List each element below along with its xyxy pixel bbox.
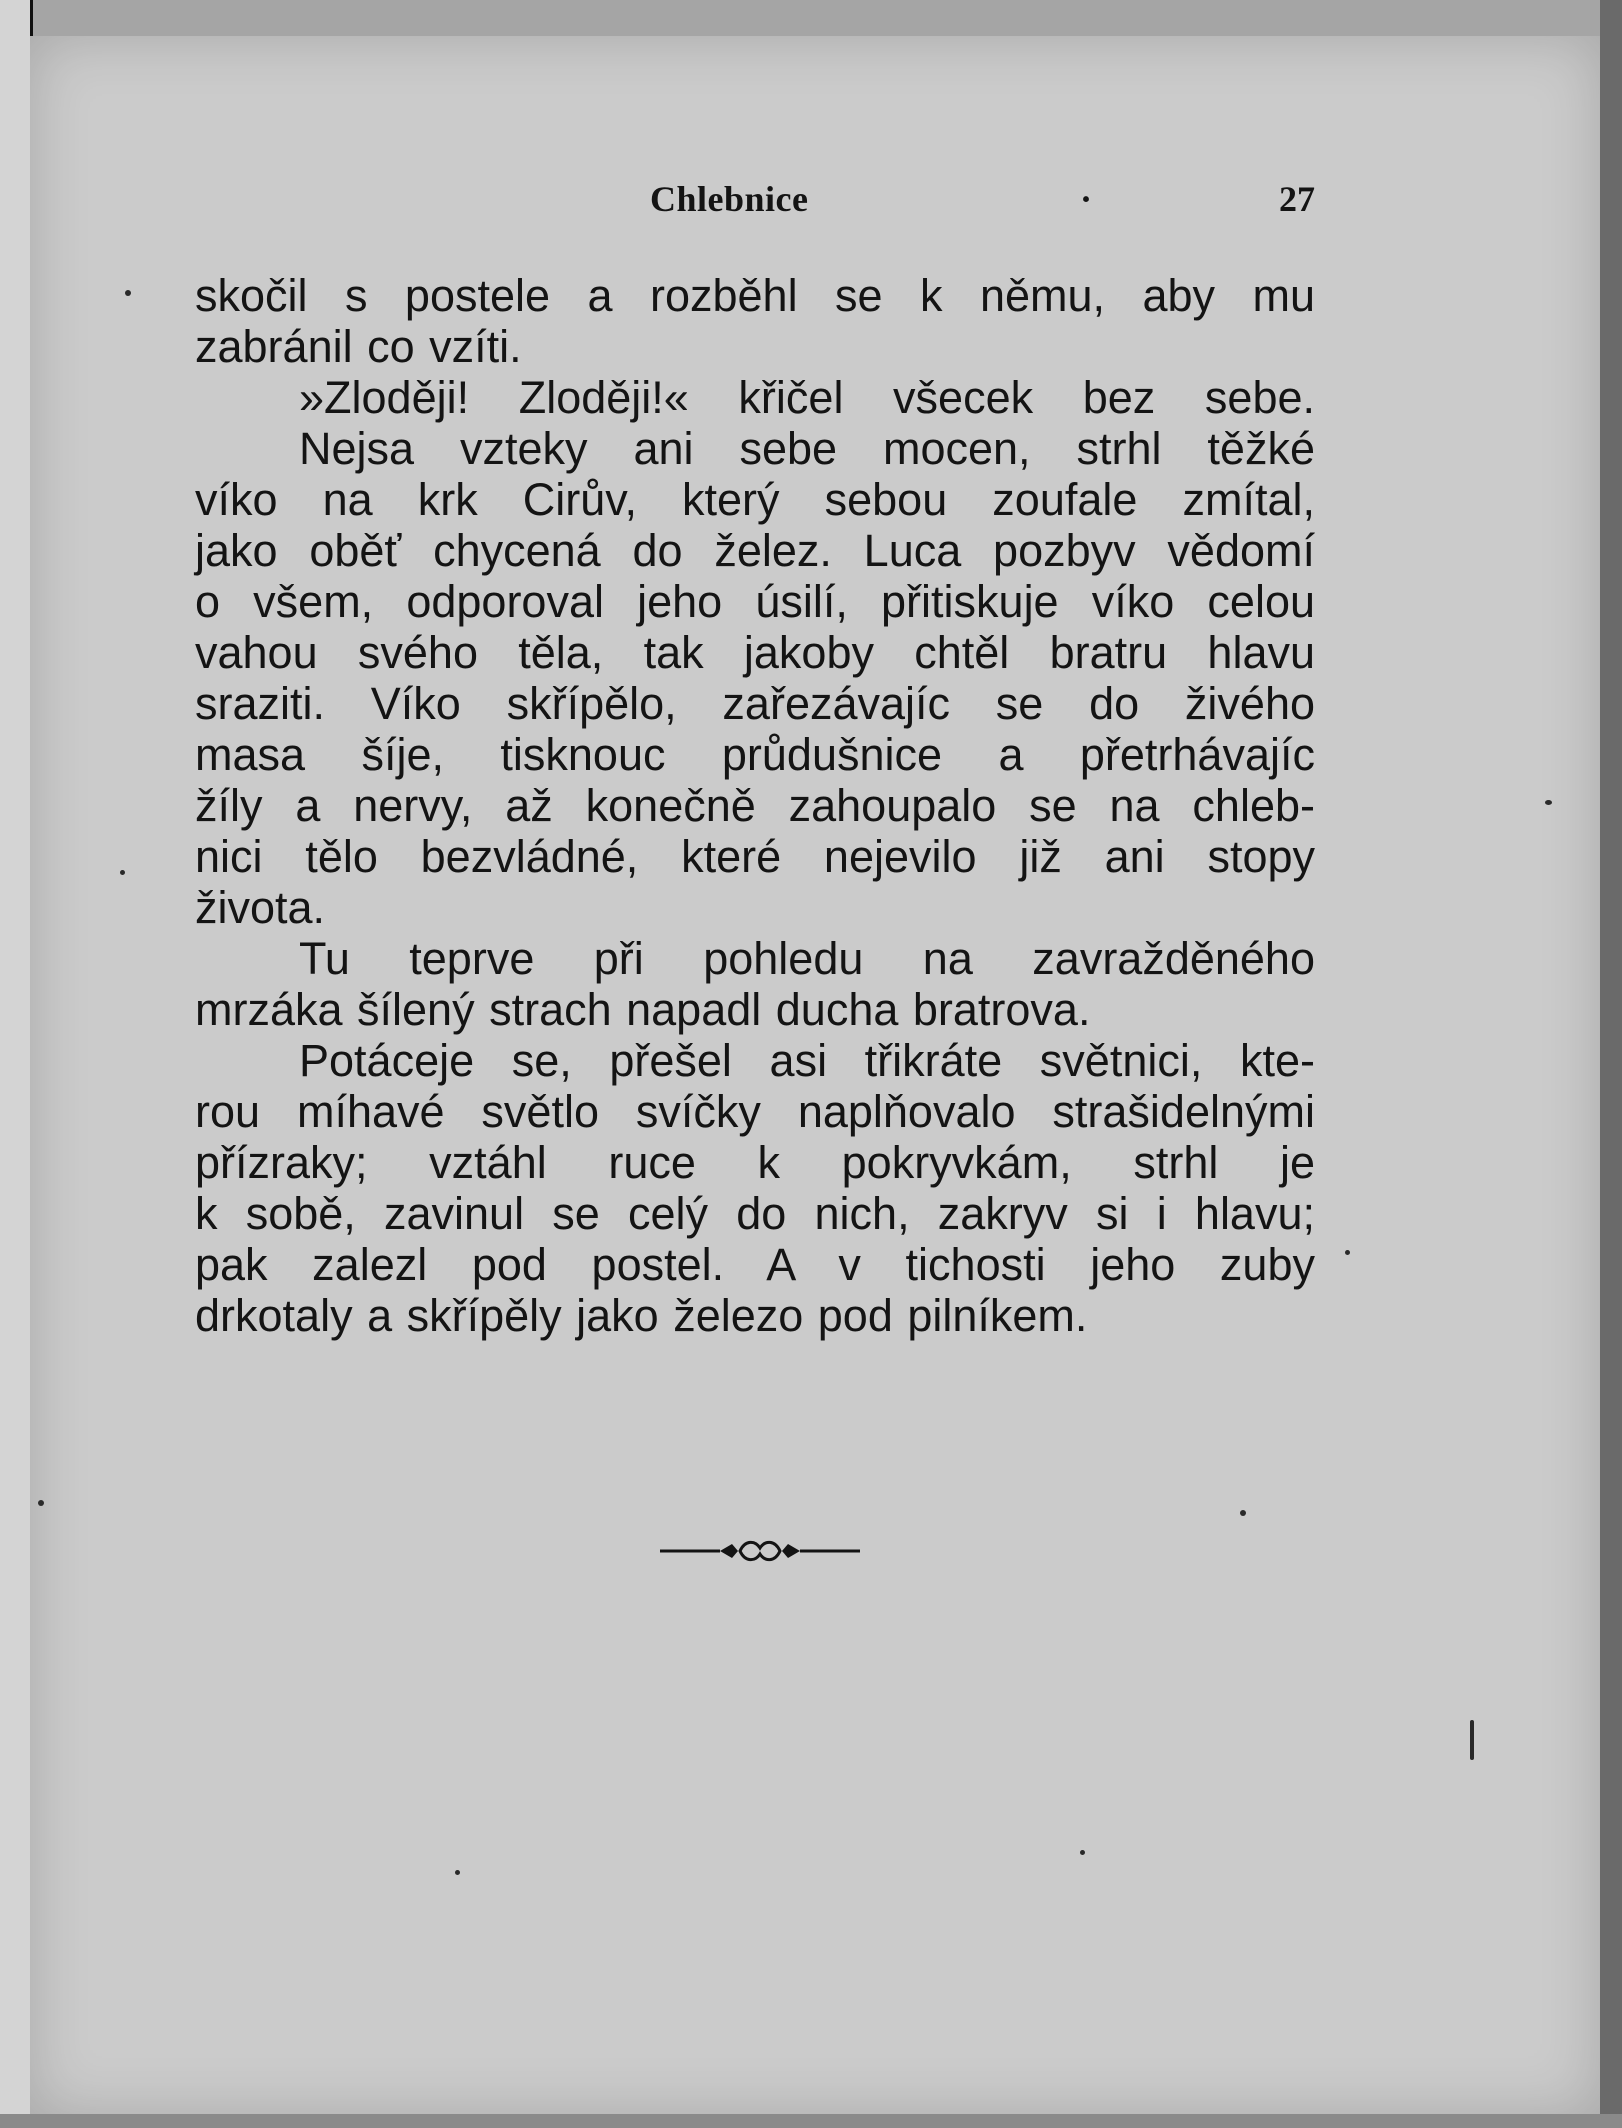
scan-speck bbox=[1240, 1510, 1246, 1516]
scan-speck bbox=[120, 870, 125, 875]
text-line: přízraky; vztáhl ruce k pokryvkám, strhl je bbox=[195, 1137, 1315, 1188]
text-line: skočil s postele a rozběhl se k němu, aby mu bbox=[195, 270, 1315, 321]
body-text bbox=[195, 270, 1315, 1341]
ornamental-divider-icon bbox=[660, 1536, 860, 1566]
text-line: rou míhavé světlo svíčky naplňovalo strašidelnými bbox=[195, 1086, 1315, 1137]
scan-speck bbox=[1545, 800, 1552, 805]
scan-top-edge bbox=[0, 0, 1622, 36]
text-line: Potáceje se, přešel asi třikráte světnici, kte- bbox=[299, 1035, 1315, 1086]
scan-speck bbox=[1345, 1250, 1350, 1255]
scan-speck bbox=[38, 1500, 44, 1506]
text-line: k sobě, zavinul se celý do nich, zakryv si i hlavu; bbox=[195, 1188, 1315, 1239]
text-line: víko na krk Cirův, který sebou zoufale zmítal, bbox=[195, 474, 1315, 525]
scan-speck bbox=[455, 1870, 460, 1875]
page-number: 27 bbox=[1279, 179, 1315, 219]
text-line: mrzáka šílený strach napadl ducha bratrova. bbox=[195, 984, 1091, 1035]
header-separator: · bbox=[1080, 179, 1093, 219]
text-line: Tu teprve při pohledu na zavražděného bbox=[299, 933, 1315, 984]
page-header bbox=[195, 178, 1315, 228]
text-line: »Zloději! Zloději!« křičel všecek bez sebe. bbox=[299, 372, 1315, 423]
text-line: o všem, odporoval jeho úsilí, přitiskuje víko celou bbox=[195, 576, 1315, 627]
text-line: pak zalezl pod postel. A v tichosti jeho zuby bbox=[195, 1239, 1315, 1290]
text-line: zabránil co vzíti. bbox=[195, 321, 522, 372]
text-line: vahou svého těla, tak jakoby chtěl bratru hlavu bbox=[195, 627, 1315, 678]
text-line: nici tělo bezvládné, které nejevilo již ani stopy bbox=[195, 831, 1315, 882]
running-title: Chlebnice bbox=[650, 179, 809, 219]
text-line: drkotaly a skřípěly jako železo pod pilníkem. bbox=[195, 1290, 1088, 1341]
text-line: žíly a nervy, až konečně zahoupalo se na chleb- bbox=[195, 780, 1315, 831]
scan-speck bbox=[1080, 1850, 1085, 1855]
text-line: života. bbox=[195, 882, 326, 933]
scan-left-edge bbox=[0, 0, 33, 2128]
text-line: sraziti. Víko skřípělo, zařezávajíc se do živého bbox=[195, 678, 1315, 729]
scan-speck bbox=[125, 290, 131, 296]
scan-bottom-edge bbox=[0, 2114, 1622, 2128]
scan-speck bbox=[1470, 1720, 1474, 1760]
text-line: Nejsa vzteky ani sebe mocen, strhl těžké bbox=[299, 423, 1315, 474]
text-line: jako oběť chycená do želez. Luca pozbyv vědomí bbox=[195, 525, 1315, 576]
text-line: masa šíje, tisknouc průdušnice a přetrhávajíc bbox=[195, 729, 1315, 780]
scan-right-edge bbox=[1600, 0, 1622, 2128]
